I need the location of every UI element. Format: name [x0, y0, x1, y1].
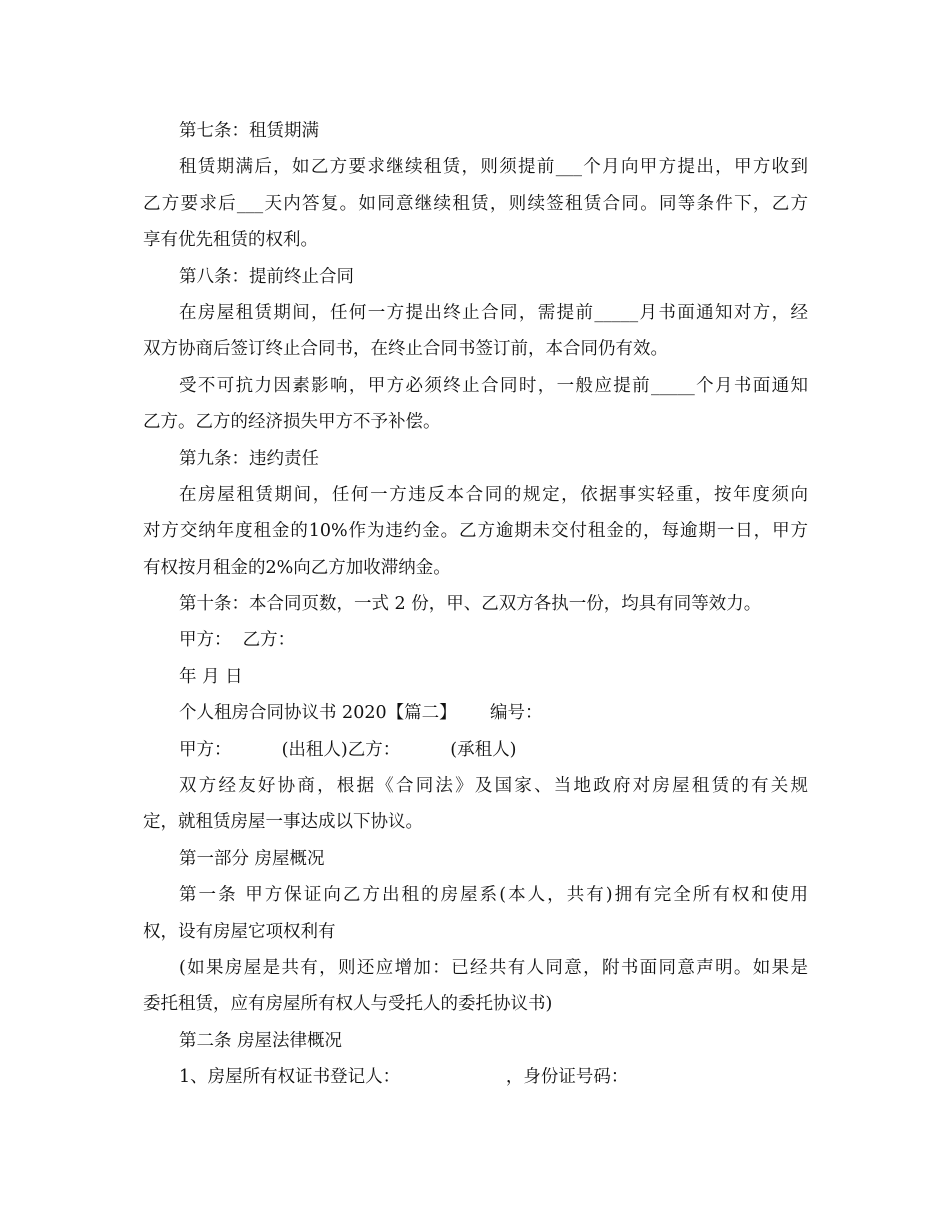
paragraph-line: 租赁期满后，如乙方要求继续租赁，则须提前___个月向甲方提出，甲方收到 [179, 157, 808, 178]
article-9-heading: 第九条：违约责任 [179, 448, 319, 469]
paragraph-line: 双方协商后签订终止合同书，在终止合同书签订前，本合同仍有效。 [143, 339, 668, 360]
paragraph-line: 在房屋租赁期间，任何一方提出终止合同，需提前_____月书面通知对方，经 [179, 302, 808, 323]
article-7-heading: 第七条：租赁期满 [179, 121, 319, 141]
article-10-line: 第十条：本合同页数，一式 2 份，甲、乙双方各执一份，均具有同等效力。 [179, 594, 762, 615]
paragraph-line: 乙方。乙方的经济损失甲方不予补偿。 [143, 412, 441, 433]
paragraph-line: 第一条 甲方保证向乙方出租的房屋系(本人，共有)拥有完全所有权和使用 [179, 885, 808, 906]
paragraph-line: 双方经友好协商，根据《合同法》及国家、当地政府对房屋租赁的有关规 [179, 776, 808, 797]
paragraph-line: 委托租赁，应有房屋所有权人与受托人的委托协议书) [143, 994, 553, 1015]
document-body [143, 113, 808, 1096]
paragraph-line: 有权按月租金的2%向乙方加收滞纳金。 [143, 557, 451, 578]
paragraph-line: 对方交纳年度租金的10%作为违约金。乙方逾期未交付租金的，每逾期一日，甲方 [143, 521, 808, 542]
paragraph-line: 定，就租赁房屋一事达成以下协议。 [143, 812, 423, 833]
paragraph-line: 权，设有房屋它项权利有 [143, 921, 336, 942]
signature-parties: 甲方： 乙方： [179, 630, 296, 651]
paragraph-line: (如果房屋是共有，则还应增加：已经共有人同意，附书面同意声明。如果是 [179, 957, 808, 978]
parties-line: 甲方： (出租人)乙方： (承租人) [179, 739, 517, 760]
article-2-heading: 第二条 房屋法律概况 [179, 1030, 343, 1051]
paragraph-line: 在房屋租赁期间，任何一方违反本合同的规定，依据事实轻重，按年度须向 [179, 484, 808, 505]
article-8-heading: 第八条：提前终止合同 [179, 266, 354, 287]
second-contract-title: 个人租房合同协议书 2020【篇二】 编号： [179, 703, 543, 724]
paragraph-line: 享有优先租赁的权利。 [143, 230, 318, 251]
paragraph-line: 受不可抗力因素影响，甲方必须终止合同时，一般应提前_____个月书面通知 [179, 375, 808, 396]
part-1-heading: 第一部分 房屋概况 [179, 848, 325, 869]
paragraph-line: 乙方要求后___天内答复。如同意继续租赁，则续签租赁合同。同等条件下，乙方 [143, 193, 808, 214]
paragraph-line: 1、房屋所有权证书登记人： ，身份证号码： [179, 1067, 629, 1088]
signature-date: 年 月 日 [179, 666, 243, 687]
